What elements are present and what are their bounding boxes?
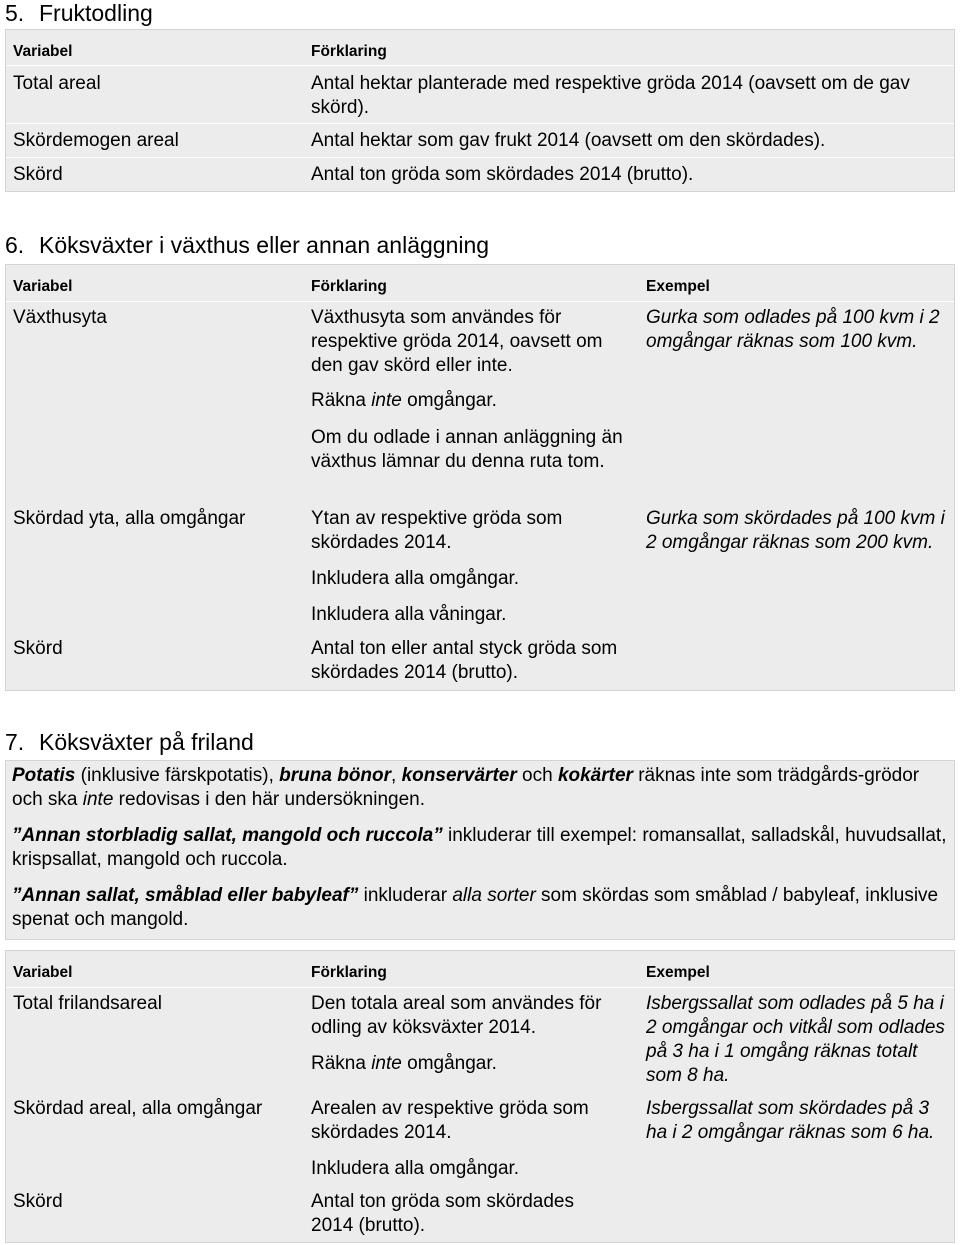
row-vaxthusyta-explanation: Växthusyta som användes för respektive gröda 2014, oavsett om den gav skörd eller inte. xyxy=(311,307,603,376)
row-separator xyxy=(6,301,954,302)
row-skordad-areal-example: Isbergssallat som skördades på 3 ha i 2 omgångar räknas som 6 ha. xyxy=(646,1098,935,1143)
row-skordad-yta-note-2: Inkludera alla våningar. xyxy=(311,604,507,625)
row-total-frilandsareal-variable: Total frilandsareal xyxy=(13,993,162,1014)
header-variable: Variabel xyxy=(13,43,73,60)
section-number: 7. xyxy=(5,729,25,755)
intro-paragraph-2: ”Annan storbladig sallat, mangold och ruccola” inkluderar till exempel: romansallat, salladskål, huvudsallat, krispsallat, mangold och ruccola. xyxy=(12,825,947,870)
row-skord-explanation: Antal ton eller antal styck gröda som skördades 2014 (brutto). xyxy=(311,638,618,683)
row-skordad-yta-note: Inkludera alla omgångar. xyxy=(311,568,520,589)
row-vaxthusyta-example: Gurka som odlades på 100 kvm i 2 omgångar räknas som 100 kvm. xyxy=(646,307,940,352)
row-vaxthusyta-variable: Växthusyta xyxy=(13,307,107,328)
row-skord-explanation: Antal ton gröda som skördades 2014 (brutto). xyxy=(311,164,694,185)
section-number: 6. xyxy=(5,232,25,258)
header-variable: Variabel xyxy=(13,278,73,295)
section-5-heading xyxy=(5,0,153,26)
row-skord-variable: Skörd xyxy=(13,1191,63,1212)
row-skordemogen-variable: Skördemogen areal xyxy=(13,130,179,151)
row-skord-explanation: Antal ton gröda som skördades 2014 (brutto). xyxy=(311,1191,574,1236)
row-total-areal-variable: Total areal xyxy=(13,73,101,94)
row-vaxthusyta-note: Räkna inte omgångar. xyxy=(311,390,497,411)
row-skordemogen-explanation: Antal hektar som gav frukt 2014 (oavsett om den skördades). xyxy=(311,130,826,151)
row-separator xyxy=(6,157,954,158)
row-skordad-areal-note: Inkludera alla omgångar. xyxy=(311,1158,520,1179)
section-title: Fruktodling xyxy=(39,0,153,26)
header-explanation: Förklaring xyxy=(311,43,387,60)
header-variable: Variabel xyxy=(13,964,73,981)
row-total-frilandsareal-example: Isbergssallat som odlades på 5 ha i 2 omgångar och vitkål som odlades på 3 ha i 1 omgång räknas totalt som 8 ha. xyxy=(646,993,945,1086)
greenhouse-table xyxy=(5,264,955,691)
row-total-areal-explanation: Antal hektar planterade med respektive gröda 2014 (oavsett om de gav skörd). xyxy=(311,73,910,118)
row-separator xyxy=(6,987,954,988)
section-number: 5. xyxy=(5,0,25,26)
row-skordad-yta-example: Gurka som skördades på 100 kvm i 2 omgångar räknas som 200 kvm. xyxy=(646,508,945,553)
intro-paragraph-1: Potatis (inklusive färskpotatis), bruna bönor, konservärter och kokärter räknas inte som trädgårds-grödor och ska inte redovisas i den här undersökningen. xyxy=(12,765,920,810)
row-total-frilandsareal-note: Räkna inte omgångar. xyxy=(311,1053,497,1074)
fruit-table xyxy=(5,29,955,192)
header-explanation: Förklaring xyxy=(311,964,387,981)
row-separator xyxy=(6,65,954,66)
section-title: Köksväxter i växthus eller annan anläggning xyxy=(39,232,490,258)
row-skord-variable: Skörd xyxy=(13,164,63,185)
row-total-frilandsareal-explanation: Den totala areal som användes för odling av köksväxter 2014. xyxy=(311,993,602,1038)
header-example: Exempel xyxy=(646,278,710,295)
field-crops-table xyxy=(5,950,955,1243)
section-title: Köksväxter på friland xyxy=(39,729,254,755)
header-explanation: Förklaring xyxy=(311,278,387,295)
row-vaxthusyta-note-2: Om du odlade i annan anläggning än växthus lämnar du denna ruta tom. xyxy=(311,427,623,472)
section-7-heading xyxy=(5,729,254,755)
row-skordad-areal-variable: Skördad areal, alla omgångar xyxy=(13,1098,263,1119)
row-skord-variable: Skörd xyxy=(13,638,63,659)
row-skordad-areal-explanation: Arealen av respektive gröda som skördades 2014. xyxy=(311,1098,589,1143)
header-example: Exempel xyxy=(646,964,710,981)
intro-paragraph-3: ”Annan sallat, småblad eller babyleaf” inkluderar alla sorter som skördas som småblad / babyleaf, inklusive spenat och mangold. xyxy=(12,885,939,930)
section-6-heading xyxy=(5,232,489,258)
row-separator xyxy=(6,123,954,124)
row-skordad-yta-explanation: Ytan av respektive gröda som skördades 2014. xyxy=(311,508,563,553)
row-skordad-yta-variable: Skördad yta, alla omgångar xyxy=(13,508,246,529)
